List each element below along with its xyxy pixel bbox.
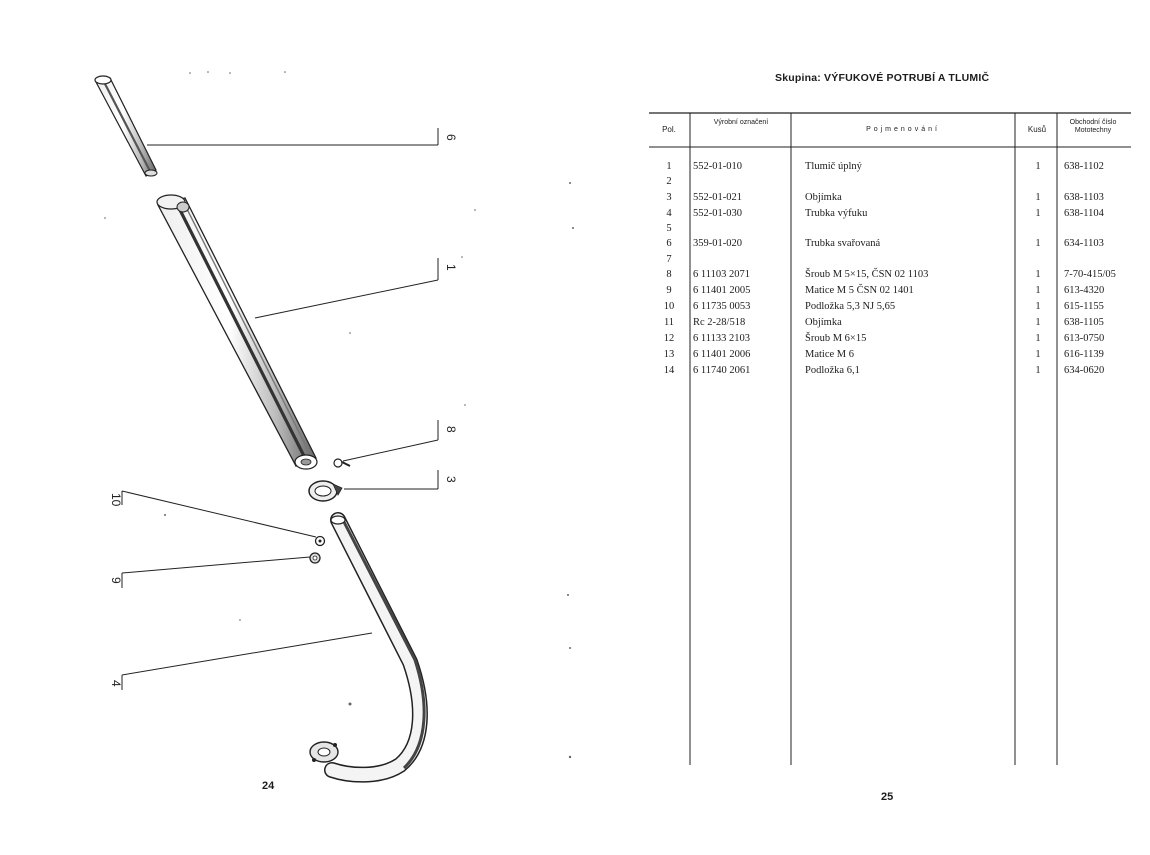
cell-obchodni: 613-0750 xyxy=(1064,333,1105,344)
cell-obchodni: 638-1103 xyxy=(1064,192,1104,203)
cell-pojmenovani: Podložka 5,3 NJ 5,65 xyxy=(805,301,896,312)
cell-pol: 9 xyxy=(666,285,672,296)
cell-pol: 12 xyxy=(663,333,675,344)
callout-9: 9 xyxy=(109,577,123,584)
page-number: 25 xyxy=(881,791,894,803)
cell-pojmenovani: Objímka xyxy=(805,192,842,203)
cell-pol: 13 xyxy=(663,349,675,360)
cell-vyrobni: 6 11401 2006 xyxy=(693,349,751,360)
cell-pol: 14 xyxy=(663,365,675,376)
header-kusu: Kusů xyxy=(1027,125,1047,134)
callout-1: 1 xyxy=(444,264,458,271)
cell-obchodni: 615-1155 xyxy=(1064,301,1104,312)
right-page xyxy=(575,0,1150,855)
cell-obchodni: 634-0620 xyxy=(1064,365,1105,376)
callout-10: 10 xyxy=(109,493,123,507)
cell-pol: 6 xyxy=(666,238,672,249)
cell-pol: 7 xyxy=(666,254,672,265)
cell-kusu: 1 xyxy=(1035,285,1041,296)
cell-pol: 4 xyxy=(666,208,672,219)
header-pol: Pol. xyxy=(662,125,676,134)
cell-pojmenovani: Tlumič úplný xyxy=(805,161,862,172)
cell-vyrobni: Rc 2-28/518 xyxy=(693,317,746,328)
header-vyrobni-oznaceni: Výrobní označení xyxy=(713,119,769,126)
cell-vyrobni: 6 11103 2071 xyxy=(693,269,750,280)
cell-kusu: 1 xyxy=(1035,301,1041,312)
cell-kusu: 1 xyxy=(1035,269,1041,280)
header-obchodni-cislo: Obchodní číslo Mototechny xyxy=(1069,119,1117,134)
cell-pojmenovani: Trubka výfuku xyxy=(805,208,868,219)
cell-kusu: 1 xyxy=(1035,333,1041,344)
group-title: Skupina: VÝFUKOVÉ POTRUBÍ A TLUMIČ xyxy=(775,72,990,84)
page-number: 24 xyxy=(262,780,275,792)
cell-obchodni: 638-1105 xyxy=(1064,317,1104,328)
cell-obchodni: 7-70-415/05 xyxy=(1064,269,1116,280)
cell-pol: 5 xyxy=(666,223,672,234)
part-clamp xyxy=(309,481,342,501)
callout-3: 3 xyxy=(444,476,458,483)
part-welded-tube xyxy=(95,76,157,176)
callout-8: 8 xyxy=(444,426,458,433)
cell-kusu: 1 xyxy=(1035,365,1041,376)
cell-pol: 3 xyxy=(666,192,672,203)
cell-kusu: 1 xyxy=(1035,208,1041,219)
part-washer xyxy=(316,537,325,546)
cell-obchodni: 638-1102 xyxy=(1064,161,1104,172)
cell-pol: 10 xyxy=(663,301,675,312)
cell-pol: 8 xyxy=(666,269,672,280)
cell-pol: 1 xyxy=(666,161,672,172)
cell-pojmenovani: Objímka xyxy=(805,317,842,328)
cell-pojmenovani: Matice M 6 xyxy=(805,349,854,360)
cell-obchodni: 616-1139 xyxy=(1064,349,1104,360)
cell-obchodni: 634-1103 xyxy=(1064,238,1104,249)
cell-vyrobni: 552-01-030 xyxy=(693,208,742,219)
cell-kusu: 1 xyxy=(1035,238,1041,249)
part-exhaust-pipe xyxy=(310,516,424,775)
cell-obchodni: 613-4320 xyxy=(1064,285,1105,296)
cell-vyrobni: 6 11133 2103 xyxy=(693,333,750,344)
cell-pol: 11 xyxy=(663,317,675,328)
callout-6: 6 xyxy=(444,134,458,141)
cell-vyrobni: 6 11735 0053 xyxy=(693,301,751,312)
cell-pojmenovani: Podložka 6,1 xyxy=(805,365,860,376)
cell-obchodni: 638-1104 xyxy=(1064,208,1104,219)
cell-pol: 2 xyxy=(666,176,672,187)
cell-vyrobni: 359-01-020 xyxy=(693,238,742,249)
part-muffler xyxy=(157,195,317,469)
callout-4: 4 xyxy=(109,680,123,687)
scan-specks xyxy=(104,71,575,758)
cell-kusu: 1 xyxy=(1035,192,1041,203)
cell-kusu: 1 xyxy=(1035,317,1041,328)
cell-pojmenovani: Trubka svařovaná xyxy=(805,238,881,249)
cell-vyrobni: 6 11401 2005 xyxy=(693,285,751,296)
cell-pojmenovani: Šroub M 6×15 xyxy=(805,333,867,344)
part-nut xyxy=(310,553,320,563)
cell-kusu: 1 xyxy=(1035,349,1041,360)
cell-kusu: 1 xyxy=(1035,161,1041,172)
cell-vyrobni: 552-01-021 xyxy=(693,192,742,203)
cell-pojmenovani: Matice M 5 ČSN 02 1401 xyxy=(805,285,914,296)
cell-vyrobni: 6 11740 2061 xyxy=(693,365,751,376)
cell-vyrobni: 552-01-010 xyxy=(693,161,742,172)
header-pojmenovani: Pojmenování xyxy=(866,126,940,133)
cell-pojmenovani: Šroub M 5×15, ČSN 02 1103 xyxy=(805,269,929,280)
